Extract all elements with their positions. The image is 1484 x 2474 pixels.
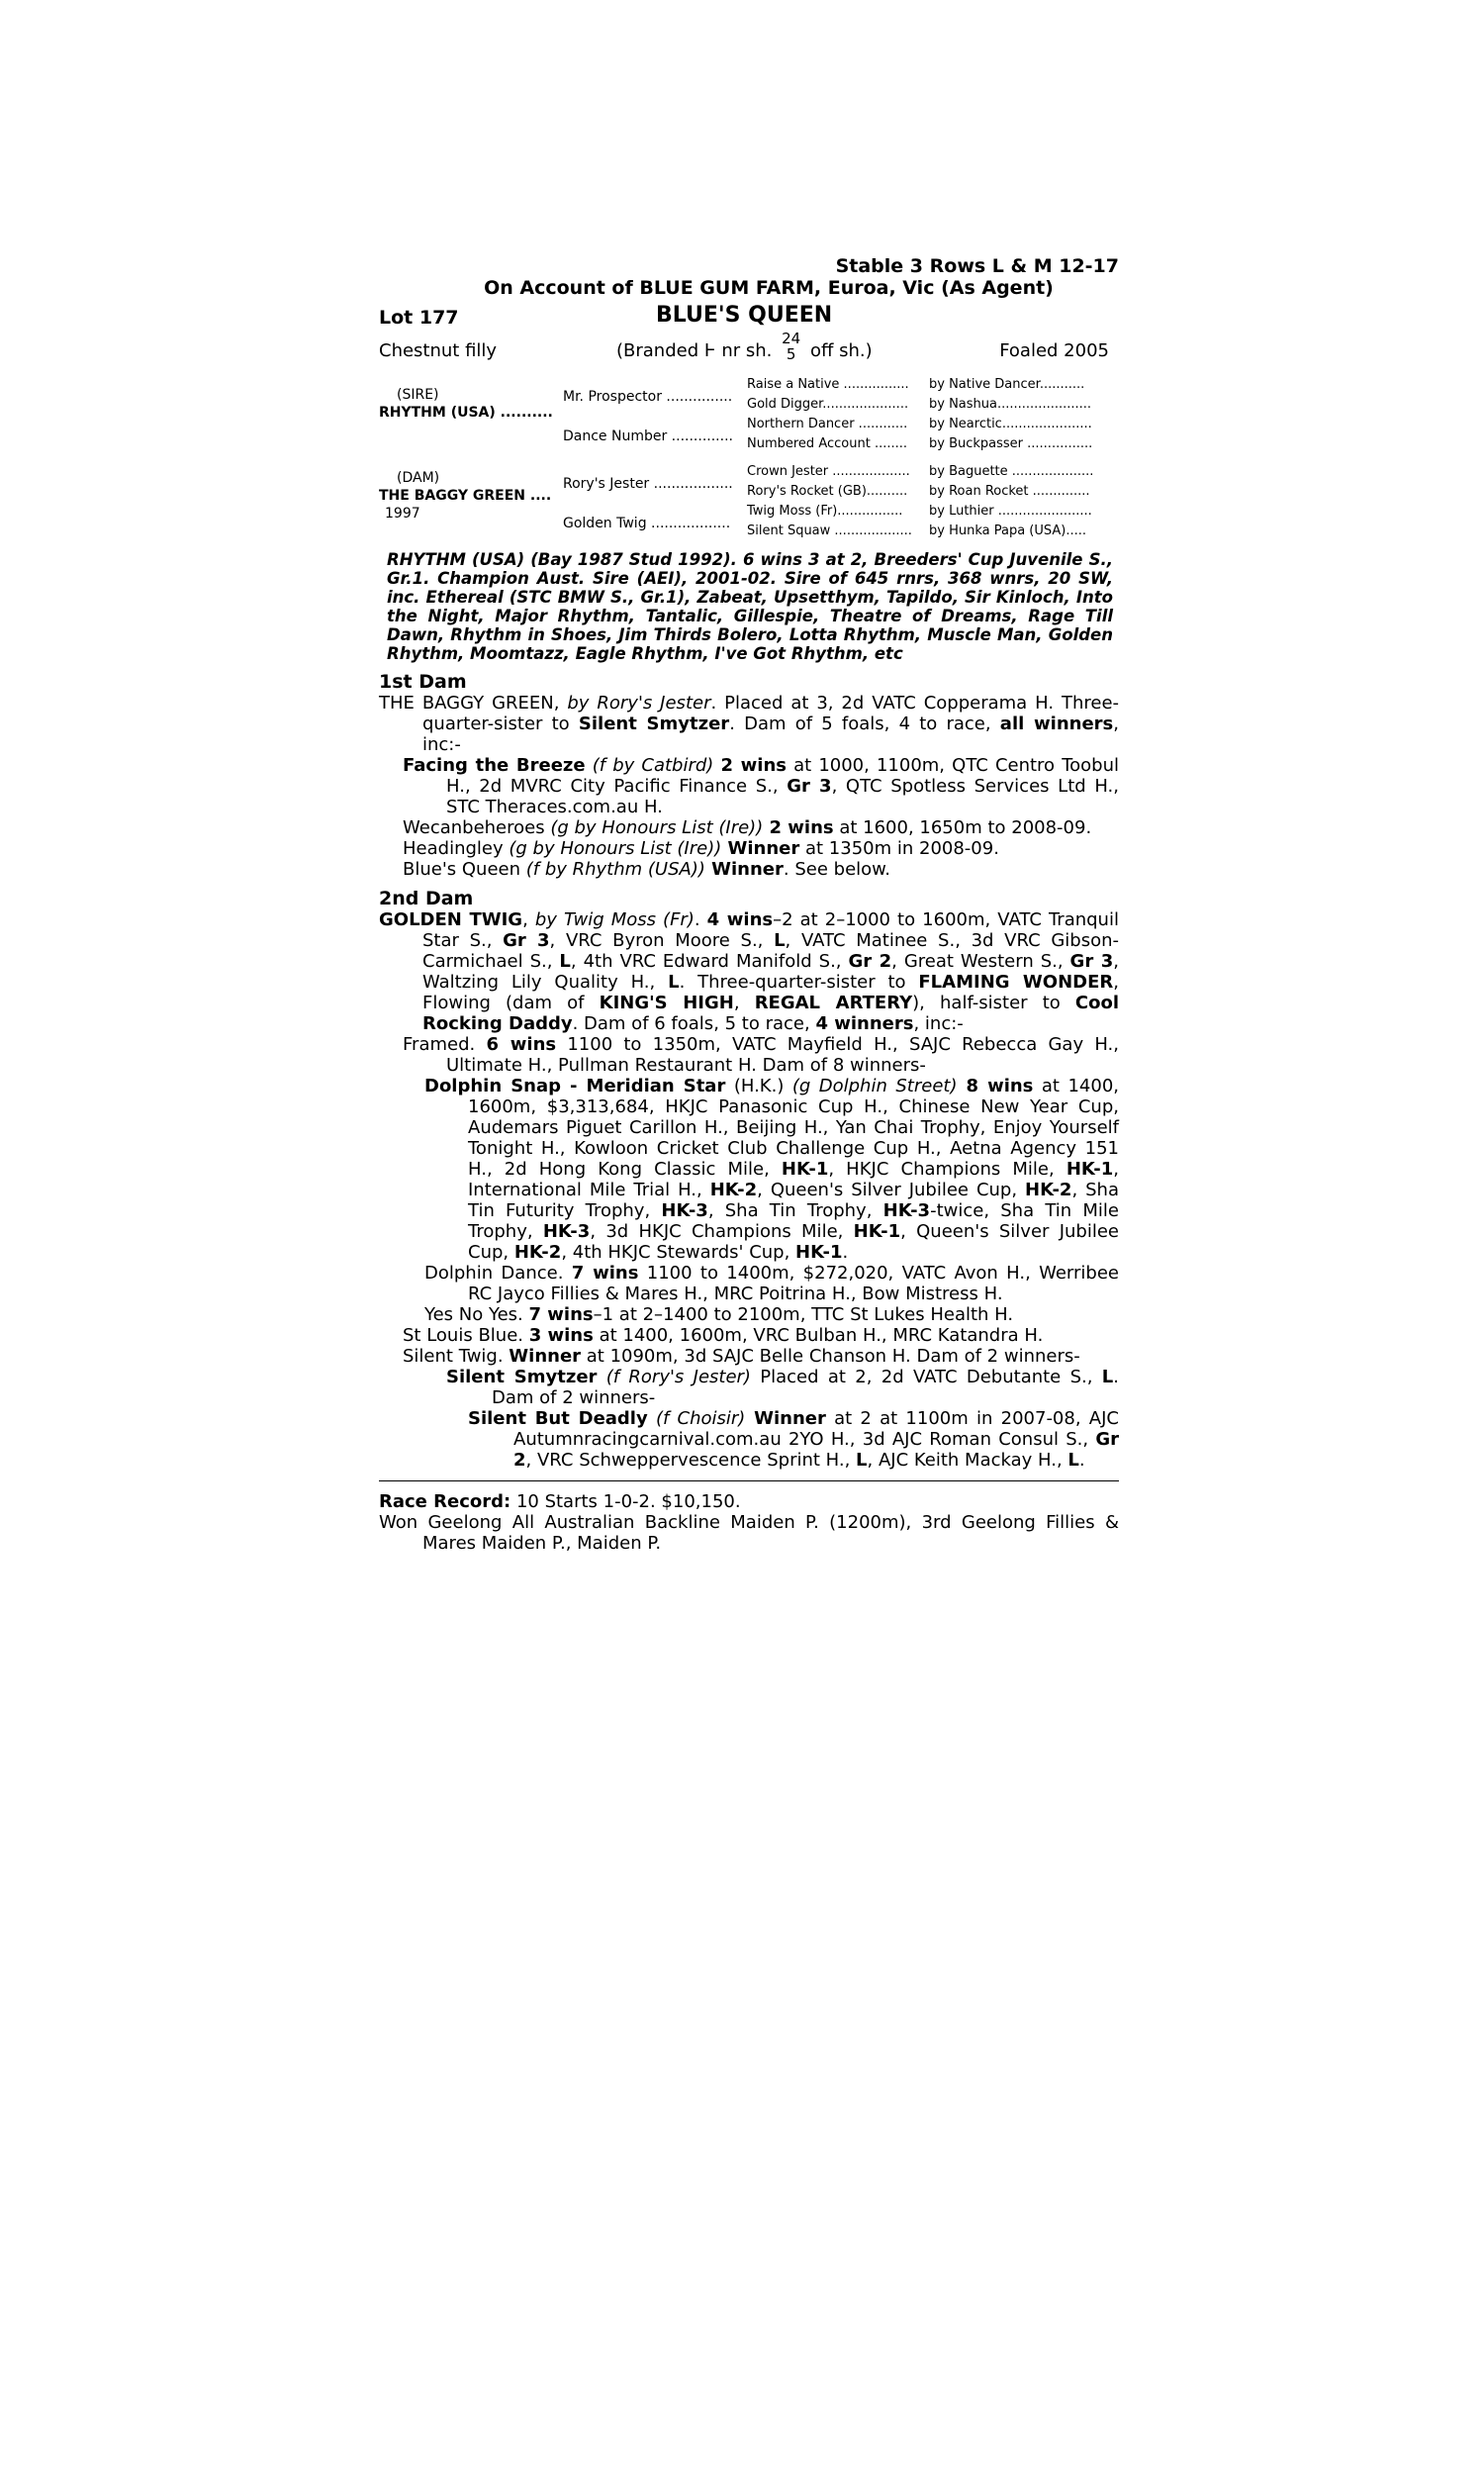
ggp-7: Twig Moss (Fr)................: [747, 504, 903, 519]
brand-number: [782, 331, 800, 362]
lot-number: Lot 177: [379, 307, 459, 329]
race-record-detail: Won Geelong All Australian Backline Maiden P. (1200m), 3rd Geelong Fillies & Mares Maiden P., Maiden P.: [379, 1512, 1119, 1554]
race-record-summary: Race Record: 10 Starts 1-0-2. $10,150.: [379, 1491, 741, 1512]
gggp-7: by Luthier .......................: [929, 504, 1092, 519]
section-divider: [379, 1480, 1119, 1481]
dam-name: THE BAGGY GREEN ....: [379, 488, 552, 504]
ggp-6: Rory's Rocket (GB)..........: [747, 484, 908, 499]
catalogue-page: [379, 255, 1119, 1554]
brand-mark-icon: Ⱶ: [703, 340, 716, 361]
horse-description: Chestnut filly: [379, 340, 498, 361]
ggp-8: Silent Squaw ...................: [747, 523, 912, 538]
progeny-entry: Silent Twig. Winner at 1090m, 3d SAJC Belle Chanson H. Dam of 2 winners-: [403, 1346, 1080, 1367]
progeny-entry: Facing the Breeze (f by Catbird) 2 wins at 1000, 1100m, QTC Centro Toobul H., 2d MVRC City Pacific Finance S., Gr 3, QTC Spotless Services Ltd H., STC Theraces.com.au H.: [403, 755, 1119, 817]
ggp-3: Northern Dancer ............: [747, 417, 908, 431]
grandsire-2: Rory's Jester ..................: [563, 476, 733, 492]
ggp-5: Crown Jester ...................: [747, 464, 910, 479]
ggp-1: Raise a Native ................: [747, 377, 909, 392]
brand-suffix: off sh.): [804, 340, 873, 361]
dam-label: (DAM): [397, 470, 440, 486]
ggp-4: Numbered Account ........: [747, 436, 907, 451]
brand-number-top: 24: [782, 330, 801, 347]
first-dam-heading: 1st Dam: [379, 671, 467, 693]
vendor-account: On Account of BLUE GUM FARM, Euroa, Vic (As Agent): [484, 277, 1054, 299]
gggp-2: by Nashua.......................: [929, 397, 1092, 412]
gggp-3: by Nearctic......................: [929, 417, 1092, 431]
gggp-5: by Baguette ....................: [929, 464, 1094, 479]
progeny-entry: Framed. 6 wins 1100 to 1350m, VATC Mayfield H., SAJC Rebecca Gay H., Ultimate H., Pullman Restaurant H. Dam of 8 winners-: [403, 1034, 1120, 1076]
progeny-entry: Blue's Queen (f by Rhythm (USA)) Winner. See below.: [403, 859, 890, 880]
granddam-2: Golden Twig ..................: [563, 516, 731, 531]
brand-mid: nr sh.: [715, 340, 779, 361]
brand-prefix: (Branded: [616, 340, 704, 361]
gggp-1: by Native Dancer...........: [929, 377, 1085, 392]
race-record-section: [379, 1491, 1119, 1554]
gggp-8: by Hunka Papa (USA).....: [929, 523, 1087, 538]
gggp-6: by Roan Rocket ..............: [929, 484, 1090, 499]
sire-name: RHYTHM (USA) ..........: [379, 405, 553, 421]
progeny-entry: Wecanbeheroes (g by Honours List (Ire)) 2 wins at 1600, 1650m to 2008-09.: [403, 817, 1092, 838]
dam-year: 1997: [385, 506, 420, 522]
description-line: [379, 330, 1119, 368]
progeny-entry: Dolphin Dance. 7 wins 1100 to 1400m, $272,020, VATC Avon H., Werribee RC Jayco Fillies & Mares H., MRC Poitrina H., Bow Mistress H.: [424, 1263, 1119, 1304]
ggp-2: Gold Digger.....................: [747, 397, 909, 412]
grandsire-1: Mr. Prospector ...............: [563, 389, 733, 405]
brand-number-bottom: 5: [786, 345, 796, 363]
progeny-entry: Silent But Deadly (f Choisir) Winner at 2 at 1100m in 2007-08, AJC Autumnracingcarnival.com.au 2YO H., 3d AJC Roman Consul S., Gr 2, VRC Schweppervescence Sprint H., L, AJC Keith Mackay H., L.: [468, 1408, 1119, 1471]
progeny-entry: Silent Smytzer (f Rory's Jester) Placed at 2, 2d VATC Debutante S., L. Dam of 2 winners-: [446, 1367, 1119, 1408]
first-dam-entry: THE BAGGY GREEN, by Rory's Jester. Placed at 3, 2d VATC Copperama H. Three-quarter-sister to Silent Smytzer. Dam of 5 foals, 4 to race, all winners, inc:-: [379, 693, 1120, 755]
stable-location: Stable 3 Rows L & M 12-17: [835, 255, 1119, 277]
second-dam-entry: GOLDEN TWIG, by Twig Moss (Fr). 4 wins–2 at 2–1000 to 1600m, VATC Tranquil Star S., Gr 3, VRC Byron Moore S., L, VATC Matinee S., 3d VRC Gibson-Carmichael S., L, 4th VRC Edward Manifold S., Gr 2, Great Western S., Gr 3, Waltzing Lily Quality H., L. Three-quarter-sister to FLAMING WONDER, Flowing (dam of KING'S HIGH, REGAL ARTERY), half-sister to Cool Rocking Daddy. Dam of 6 foals, 5 to race, 4 winners, inc:-: [379, 909, 1120, 1034]
sire-summary: RHYTHM (USA) (Bay 1987 Stud 1992). 6 wins 3 at 2, Breeders' Cup Juvenile S., Gr.1. Champion Aust. Sire (AEI), 2001-02. Sire of 645 rnrs, 368 wnrs, 20 SW, inc. Ethereal (STC BMW S., Gr.1), Zabeat, Upsetthym, Tapildo, Sir Kinloch, Into the Night, Major Rhythm, Tantalic, Gillespie, Theatre of Dreams, Rage Till Dawn, Rhythm in Shoes, Jim Thirds Bolero, Lotta Rhythm, Muscle Man, Golden Rhythm, Moomtazz, Eagle Rhythm, I've Got Rhythm, etc: [387, 550, 1113, 663]
lot-line: [379, 303, 1119, 333]
first-dam-section: [379, 671, 1119, 880]
pedigree-table: [379, 376, 1119, 538]
second-dam-heading: 2nd Dam: [379, 888, 474, 909]
gggp-4: by Buckpasser ................: [929, 436, 1093, 451]
foaled-year: Foaled 2005: [999, 340, 1109, 361]
brand-info: [616, 330, 873, 363]
progeny-entry: Dolphin Snap - Meridian Star (H.K.) (g Dolphin Street) 8 wins at 1400, 1600m, $3,313,684, HKJC Panasonic Cup H., Chinese New Year Cup, Audemars Piguet Carillon H., Beijing H., Yan Chai Trophy, Enjoy Yourself Tonight H., Kowloon Cricket Club Challenge Cup H., Aetna Agency 151 H., 2d Hong Kong Classic Mile, HK-1, HKJC Champions Mile, HK-1, International Mile Trial H., HK-2, Queen's Silver Jubilee Cup, HK-2, Sha Tin Futurity Trophy, HK-3, Sha Tin Trophy, HK-3-twice, Sha Tin Mile Trophy, HK-3, 3d HKJC Champions Mile, HK-1, Queen's Silver Jubilee Cup, HK-2, 4th HKJC Stewards' Cup, HK-1.: [424, 1076, 1120, 1263]
granddam-1: Dance Number ..............: [563, 428, 733, 444]
progeny-entry: Yes No Yes. 7 wins–1 at 2–1400 to 2100m, TTC St Lukes Health H.: [424, 1304, 1014, 1325]
progeny-entry: Headingley (g by Honours List (Ire)) Winner at 1350m in 2008-09.: [403, 838, 999, 859]
second-dam-section: [379, 888, 1119, 1471]
progeny-entry: St Louis Blue. 3 wins at 1400, 1600m, VRC Bulban H., MRC Katandra H.: [403, 1325, 1044, 1346]
sire-label: (SIRE): [397, 387, 439, 403]
horse-name: BLUE'S QUEEN: [656, 303, 833, 328]
